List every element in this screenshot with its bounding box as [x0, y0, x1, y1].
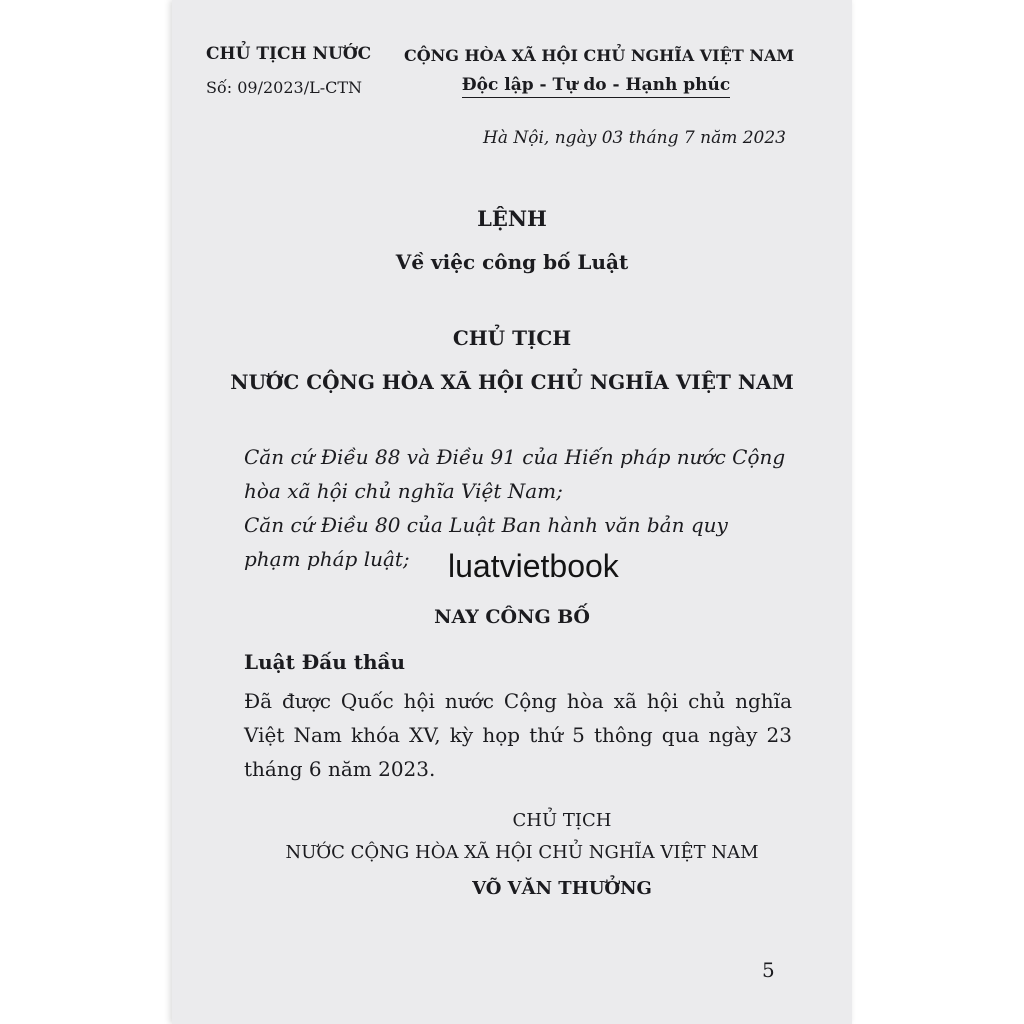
national-motto: Độc lập - Tự do - Hạnh phúc	[462, 75, 730, 98]
legal-basis-1: Căn cứ Điều 88 và Điều 91 của Hiến pháp nước Cộng hòa xã hội chủ nghĩa Việt Nam;	[244, 445, 786, 503]
place-date: Hà Nội, ngày 03 tháng 7 năm 2023	[483, 128, 786, 148]
document-page	[172, 0, 852, 1024]
promulgation-label: NAY CÔNG BỐ	[434, 606, 590, 628]
law-name: Luật Đấu thầu	[244, 650, 405, 674]
watermark: luatvietbook	[448, 548, 619, 584]
signer-name: VÕ VĂN THƯỞNG	[472, 878, 652, 899]
document-subject: Về việc công bố Luật	[395, 250, 629, 274]
legal-basis-2: Căn cứ Điều 80 của Luật Ban hành văn bản quy phạm pháp luật;	[244, 513, 728, 571]
document-number: Số: 09/2023/L-CTN	[206, 78, 363, 97]
issuer-title: CHỦ TỊCH	[452, 326, 572, 350]
page-number: 5	[762, 958, 775, 982]
issuing-agency-block	[206, 44, 372, 97]
signer-agency: NƯỚC CỘNG HÒA XÃ HỘI CHỦ NGHĨA VIỆT NAM	[285, 842, 759, 863]
promulgation-text: Đã được Quốc hội nước Cộng hòa xã hội chủ nghĩa Việt Nam khóa XV, kỳ họp thứ 5 thông qua ngày 23 tháng 6 năm 2023.	[244, 689, 792, 781]
national-name: CỘNG HÒA XÃ HỘI CHỦ NGHĨA VIỆT NAM	[404, 46, 795, 65]
document-type-heading: LỆNH	[477, 206, 547, 231]
signer-title: CHỦ TỊCH	[512, 810, 612, 831]
issuer-country: NƯỚC CỘNG HÒA XÃ HỘI CHỦ NGHĨA VIỆT NAM	[230, 370, 794, 394]
national-header-block	[404, 46, 795, 98]
issuing-agency: CHỦ TỊCH NƯỚC	[206, 44, 372, 64]
